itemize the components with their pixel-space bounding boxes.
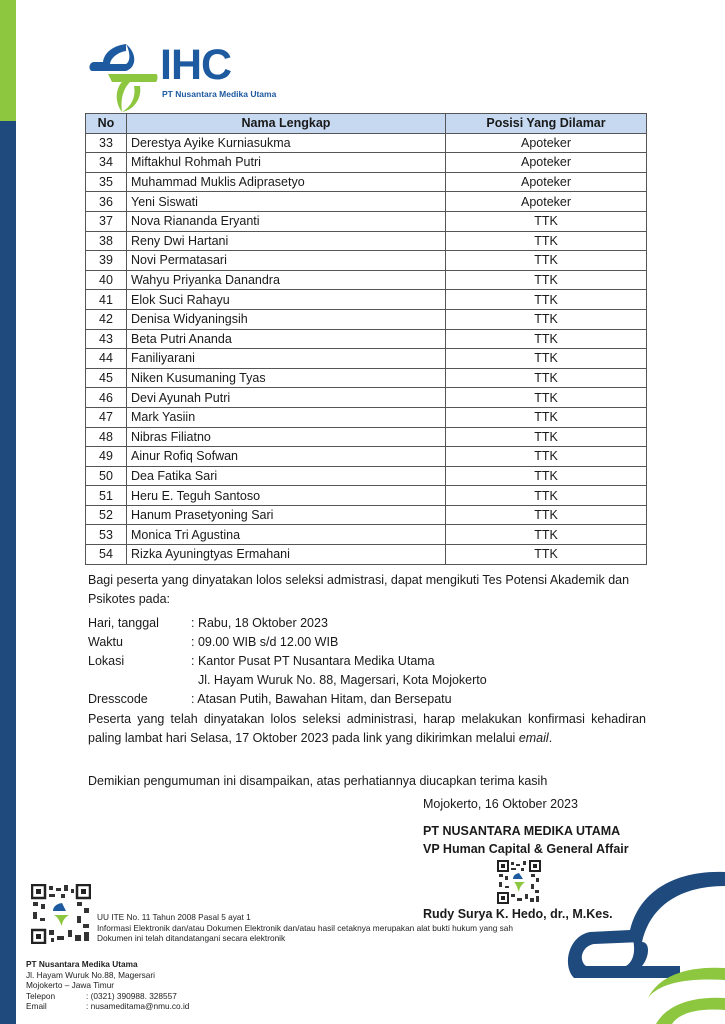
confirmation-paragraph [88,710,646,748]
table-row [86,545,647,565]
cell-posisi: Apoteker [446,192,647,212]
cell-posisi: TTK [446,231,647,251]
cell-posisi: TTK [446,368,647,388]
cell-no: 35 [86,172,127,192]
cell-nama: Rizka Ayuningtyas Ermahani [127,545,446,565]
candidate-table [85,113,647,565]
detail-value: : Atasan Putih, Bawahan Hitam, dan Bersepatu [191,692,452,706]
side-bar-green [0,0,16,121]
cell-no: 44 [86,349,127,369]
detail-value: : Kantor Pusat PT Nusantara Medika Utama [191,654,435,668]
footer-contact-row [26,991,189,1002]
cell-nama: Muhammad Muklis Adiprasetyo [127,172,446,192]
cell-posisi: Apoteker [446,133,647,153]
cell-posisi: TTK [446,545,647,565]
table-row [86,309,647,329]
detail-label: Dresscode [88,692,148,706]
cell-no: 49 [86,447,127,467]
cell-nama: Novi Permatasari [127,251,446,271]
header-posisi: Posisi Yang Dilamar [446,114,647,134]
cell-no: 33 [86,133,127,153]
table-row [86,486,647,506]
confirmation-end: . [548,731,553,745]
footer-legal-notice [97,912,513,944]
contact-email: : nusameditama@nmu.co.id [86,1001,190,1011]
table-row [86,407,647,427]
footer-contact-row [26,1001,189,1012]
cell-nama: Monica Tri Agustina [127,525,446,545]
intro-paragraph: Bagi peserta yang dinyatakan lolos seleksi admistrasi, dapat mengikuti Tes Potensi Akademik dan Psikotes pada: [88,573,630,606]
detail-row [88,652,487,671]
table-row [86,368,647,388]
cell-posisi: TTK [446,329,647,349]
cell-posisi: Apoteker [446,172,647,192]
detail-value: Jl. Hayam Wuruk No. 88, Magersari, Kota Mojokerto [191,673,487,687]
cell-posisi: TTK [446,427,647,447]
cell-nama: Elok Suci Rahayu [127,290,446,310]
confirmation-email-word: email [518,731,549,745]
table-row [86,270,647,290]
legal-line: Informasi Elektronik dan/atau Dokumen Elektronik dan/atau hasil cetaknya merupakan alat bukti hukum yang sah [97,922,513,933]
cell-no: 41 [86,290,127,310]
contact-phone: : (0321) 390988. 328557 [86,990,177,1001]
decorative-leaf-icon [560,870,725,1024]
cell-nama: Heru E. Teguh Santoso [127,486,446,506]
detail-value: : Rabu, 18 Oktober 2023 [191,616,328,630]
footer-address [26,959,189,1012]
table-row [86,133,647,153]
table-row [86,172,647,192]
legal-line: UU ITE No. 11 Tahun 2008 Pasal 5 ayat 1 [97,912,251,922]
cell-posisi: TTK [446,466,647,486]
detail-label: Lokasi [88,654,125,668]
cell-posisi: TTK [446,505,647,525]
table-row [86,231,647,251]
cell-nama: Dea Fatika Sari [127,466,446,486]
cell-nama: Reny Dwi Hartani [127,231,446,251]
header-nama: Nama Lengkap [127,114,446,134]
cell-nama: Nova Riananda Eryanti [127,211,446,231]
cell-nama: Miftakhul Rohmah Putri [127,153,446,173]
cell-no: 50 [86,466,127,486]
footer-qr-code-icon [31,884,91,944]
cell-posisi: TTK [446,407,647,427]
signature-title: VP Human Capital & General Affair [423,842,629,856]
cell-posisi: TTK [446,270,647,290]
table-row [86,251,647,271]
signatory-name: Rudy Surya K. Hedo, dr., M.Kes. [423,907,613,921]
cell-no: 37 [86,211,127,231]
footer-address-line: Jl. Hayam Wuruk No.88, Magersari [26,969,155,980]
cell-no: 47 [86,407,127,427]
table-row [86,153,647,173]
legal-line: Dokumen ini telah ditandatangani secara elektronik [97,933,286,943]
detail-label: Waktu [88,635,123,649]
logo-company-name: PT Nusantara Medika Utama [162,89,277,99]
detail-row [88,614,487,633]
cell-posisi: TTK [446,290,647,310]
cell-no: 54 [86,545,127,565]
detail-label [88,671,191,690]
cell-no: 43 [86,329,127,349]
cell-posisi: TTK [446,211,647,231]
table-row [86,388,647,408]
table-header-row [86,114,647,134]
cell-no: 48 [86,427,127,447]
cell-nama: Ainur Rofiq Sofwan [127,447,446,467]
cell-posisi: TTK [446,349,647,369]
cell-nama: Niken Kusumaning Tyas [127,368,446,388]
cell-nama: Denisa Widyaningsih [127,309,446,329]
table-row [86,192,647,212]
cell-no: 46 [86,388,127,408]
table-row [86,427,647,447]
detail-row [88,690,487,709]
cell-posisi: TTK [446,447,647,467]
cell-no: 38 [86,231,127,251]
signature-qr-code-icon [497,860,541,904]
cell-posisi: TTK [446,309,647,329]
cell-no: 45 [86,368,127,388]
cell-no: 36 [86,192,127,212]
footer-address-line: Mojokerto – Jawa Timur [26,980,115,990]
cell-nama: Mark Yasiin [127,407,446,427]
cell-nama: Hanum Prasetyoning Sari [127,505,446,525]
schedule-details [88,614,487,709]
side-bar-blue [0,121,16,1024]
cell-posisi: TTK [446,486,647,506]
signature-company: PT NUSANTARA MEDIKA UTAMA [423,824,621,838]
cell-no: 52 [86,505,127,525]
cell-no: 34 [86,153,127,173]
signature-block [423,822,629,858]
table-row [86,290,647,310]
confirmation-text: Peserta yang telah dinyatakan lolos seleksi administrasi, harap melakukan konfirmasi kehadiran paling lambat hari Selasa, 17 Oktober 2023 pada link yang dikirimkan melalui [88,712,646,745]
logo-text: IHC [160,41,232,89]
cell-no: 53 [86,525,127,545]
cell-posisi: TTK [446,525,647,545]
cell-no: 42 [86,309,127,329]
table-row [86,211,647,231]
detail-label: Hari, tanggal [88,616,159,630]
table-row [86,447,647,467]
table-row [86,466,647,486]
cell-no: 40 [86,270,127,290]
cell-nama: Beta Putri Ananda [127,329,446,349]
contact-label: Email [26,1001,47,1011]
cell-nama: Derestya Ayike Kurniasukma [127,133,446,153]
cell-posisi: Apoteker [446,153,647,173]
cell-nama: Wahyu Priyanka Danandra [127,270,446,290]
table-row [86,505,647,525]
contact-label: Telepon [26,990,56,1001]
table-row [86,349,647,369]
table-row [86,525,647,545]
cell-nama: Nibras Filiatno [127,427,446,447]
footer-company: PT Nusantara Medika Utama [26,959,138,969]
detail-value: : 09.00 WIB s/d 12.00 WIB [191,635,339,649]
cell-posisi: TTK [446,388,647,408]
closing-paragraph: Demikian pengumuman ini disampaikan, atas perhatiannya diucapkan terima kasih [88,774,548,788]
header-no: No [86,114,127,134]
cell-nama: Faniliyarani [127,349,446,369]
cell-no: 51 [86,486,127,506]
place-date: Mojokerto, 16 Oktober 2023 [423,797,578,811]
detail-row [88,633,487,652]
cell-nama: Devi Ayunah Putri [127,388,446,408]
table-row [86,329,647,349]
detail-row [88,671,487,690]
cell-no: 39 [86,251,127,271]
cell-posisi: TTK [446,251,647,271]
cell-nama: Yeni Siswati [127,192,446,212]
